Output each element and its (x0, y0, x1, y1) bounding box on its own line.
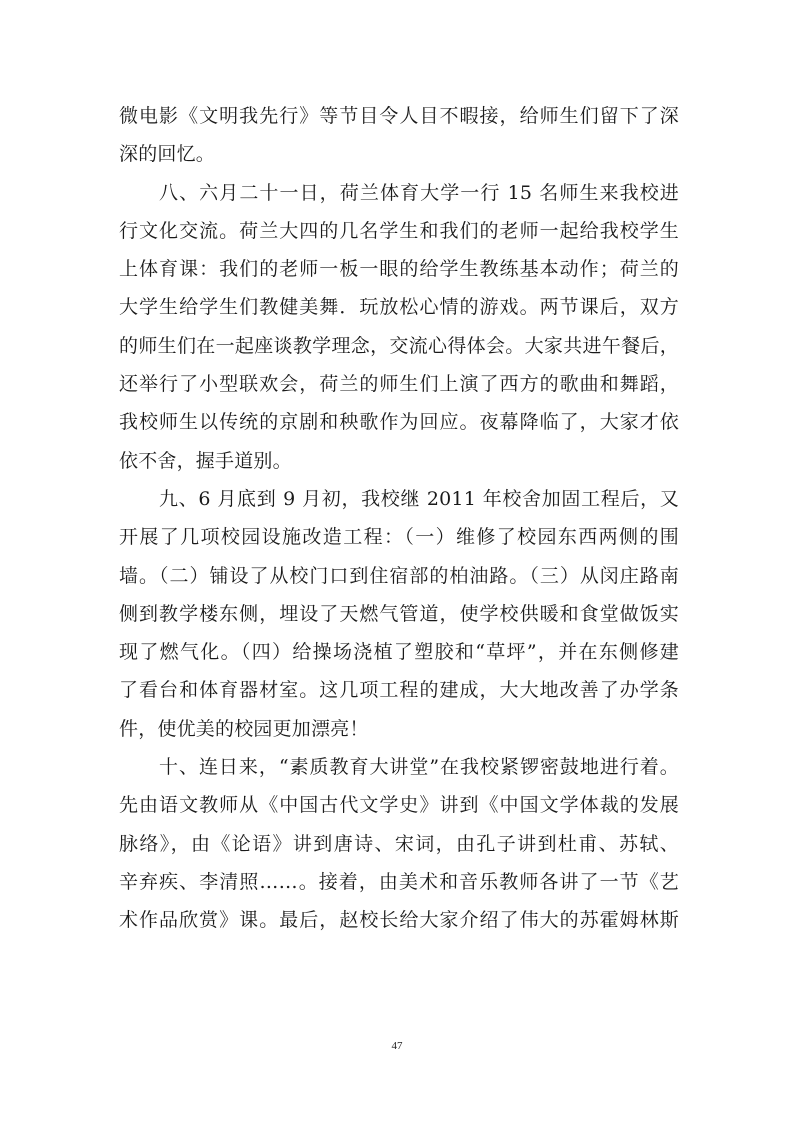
text-line: 行文化交流。荷兰大四的几名学生和我们的老师一起给我校学生 (119, 219, 679, 242)
text-line: 术作品欣赏》课。最后，赵校长给大家介绍了伟大的苏霍姆林斯 (119, 909, 679, 932)
text-line: 十、连日来，“素质教育大讲堂”在我校紧锣密鼓地进行着。 (159, 756, 679, 779)
text-line: 依不舍，握手道别。 (119, 449, 292, 472)
text-line: 现了燃气化。（四）给操场浇植了塑胶和“草坪”，并在东侧修建 (119, 641, 679, 664)
text-line: 开展了几项校园设施改造工程：（一）维修了校园东西两侧的围 (119, 526, 679, 549)
text-line: 脉络》，由《论语》讲到唐诗、宋词，由孔子讲到杜甫、苏轼、 (119, 832, 679, 855)
text-line: 了看台和体育器材室。这几项工程的建成，大大地改善了办学条 (119, 679, 679, 702)
text-line: 深的回忆。 (119, 143, 216, 166)
text-line: 先由语文教师从《中国古代文学史》讲到《中国文学体裁的发展 (119, 794, 679, 817)
page-number: 47 (391, 1040, 403, 1052)
text-line: 上体育课：我们的老师一板一眼的给学生教练基本动作；荷兰的 (119, 258, 679, 281)
text-line: 还举行了小型联欢会，荷兰的师生们上演了西方的歌曲和舞蹈， (119, 373, 679, 396)
text-line: 八、六月二十一日，荷兰体育大学一行 15 名师生来我校进 (159, 181, 679, 204)
text-line: 墙。（二）铺设了从校门口到住宿部的柏油路。（三）从闵庄路南 (119, 564, 679, 587)
text-line: 九、6 月底到 9 月初，我校继 2011 年校舍加固工程后，又 (159, 487, 679, 510)
text-line: 的师生们在一起座谈教学理念，交流心得体会。大家共进午餐后， (119, 334, 679, 357)
text-line: 辛弃疾、李清照……。接着，由美术和音乐教师各讲了一节《艺 (119, 870, 679, 893)
body-text (119, 97, 679, 940)
text-line: 件，使优美的校园更加漂亮！ (119, 717, 369, 740)
text-line: 微电影《文明我先行》等节目令人目不暇接，给师生们留下了深 (119, 105, 679, 127)
text-line: 侧到教学楼东侧，埋设了天燃气管道，使学校供暖和食堂做饭实 (119, 602, 679, 625)
text-line: 我校师生以传统的京剧和秧歌作为回应。夜幕降临了，大家才依 (119, 411, 679, 434)
text-line: 大学生给学生们教健美舞．玩放松心情的游戏。两节课后，双方 (119, 296, 679, 319)
